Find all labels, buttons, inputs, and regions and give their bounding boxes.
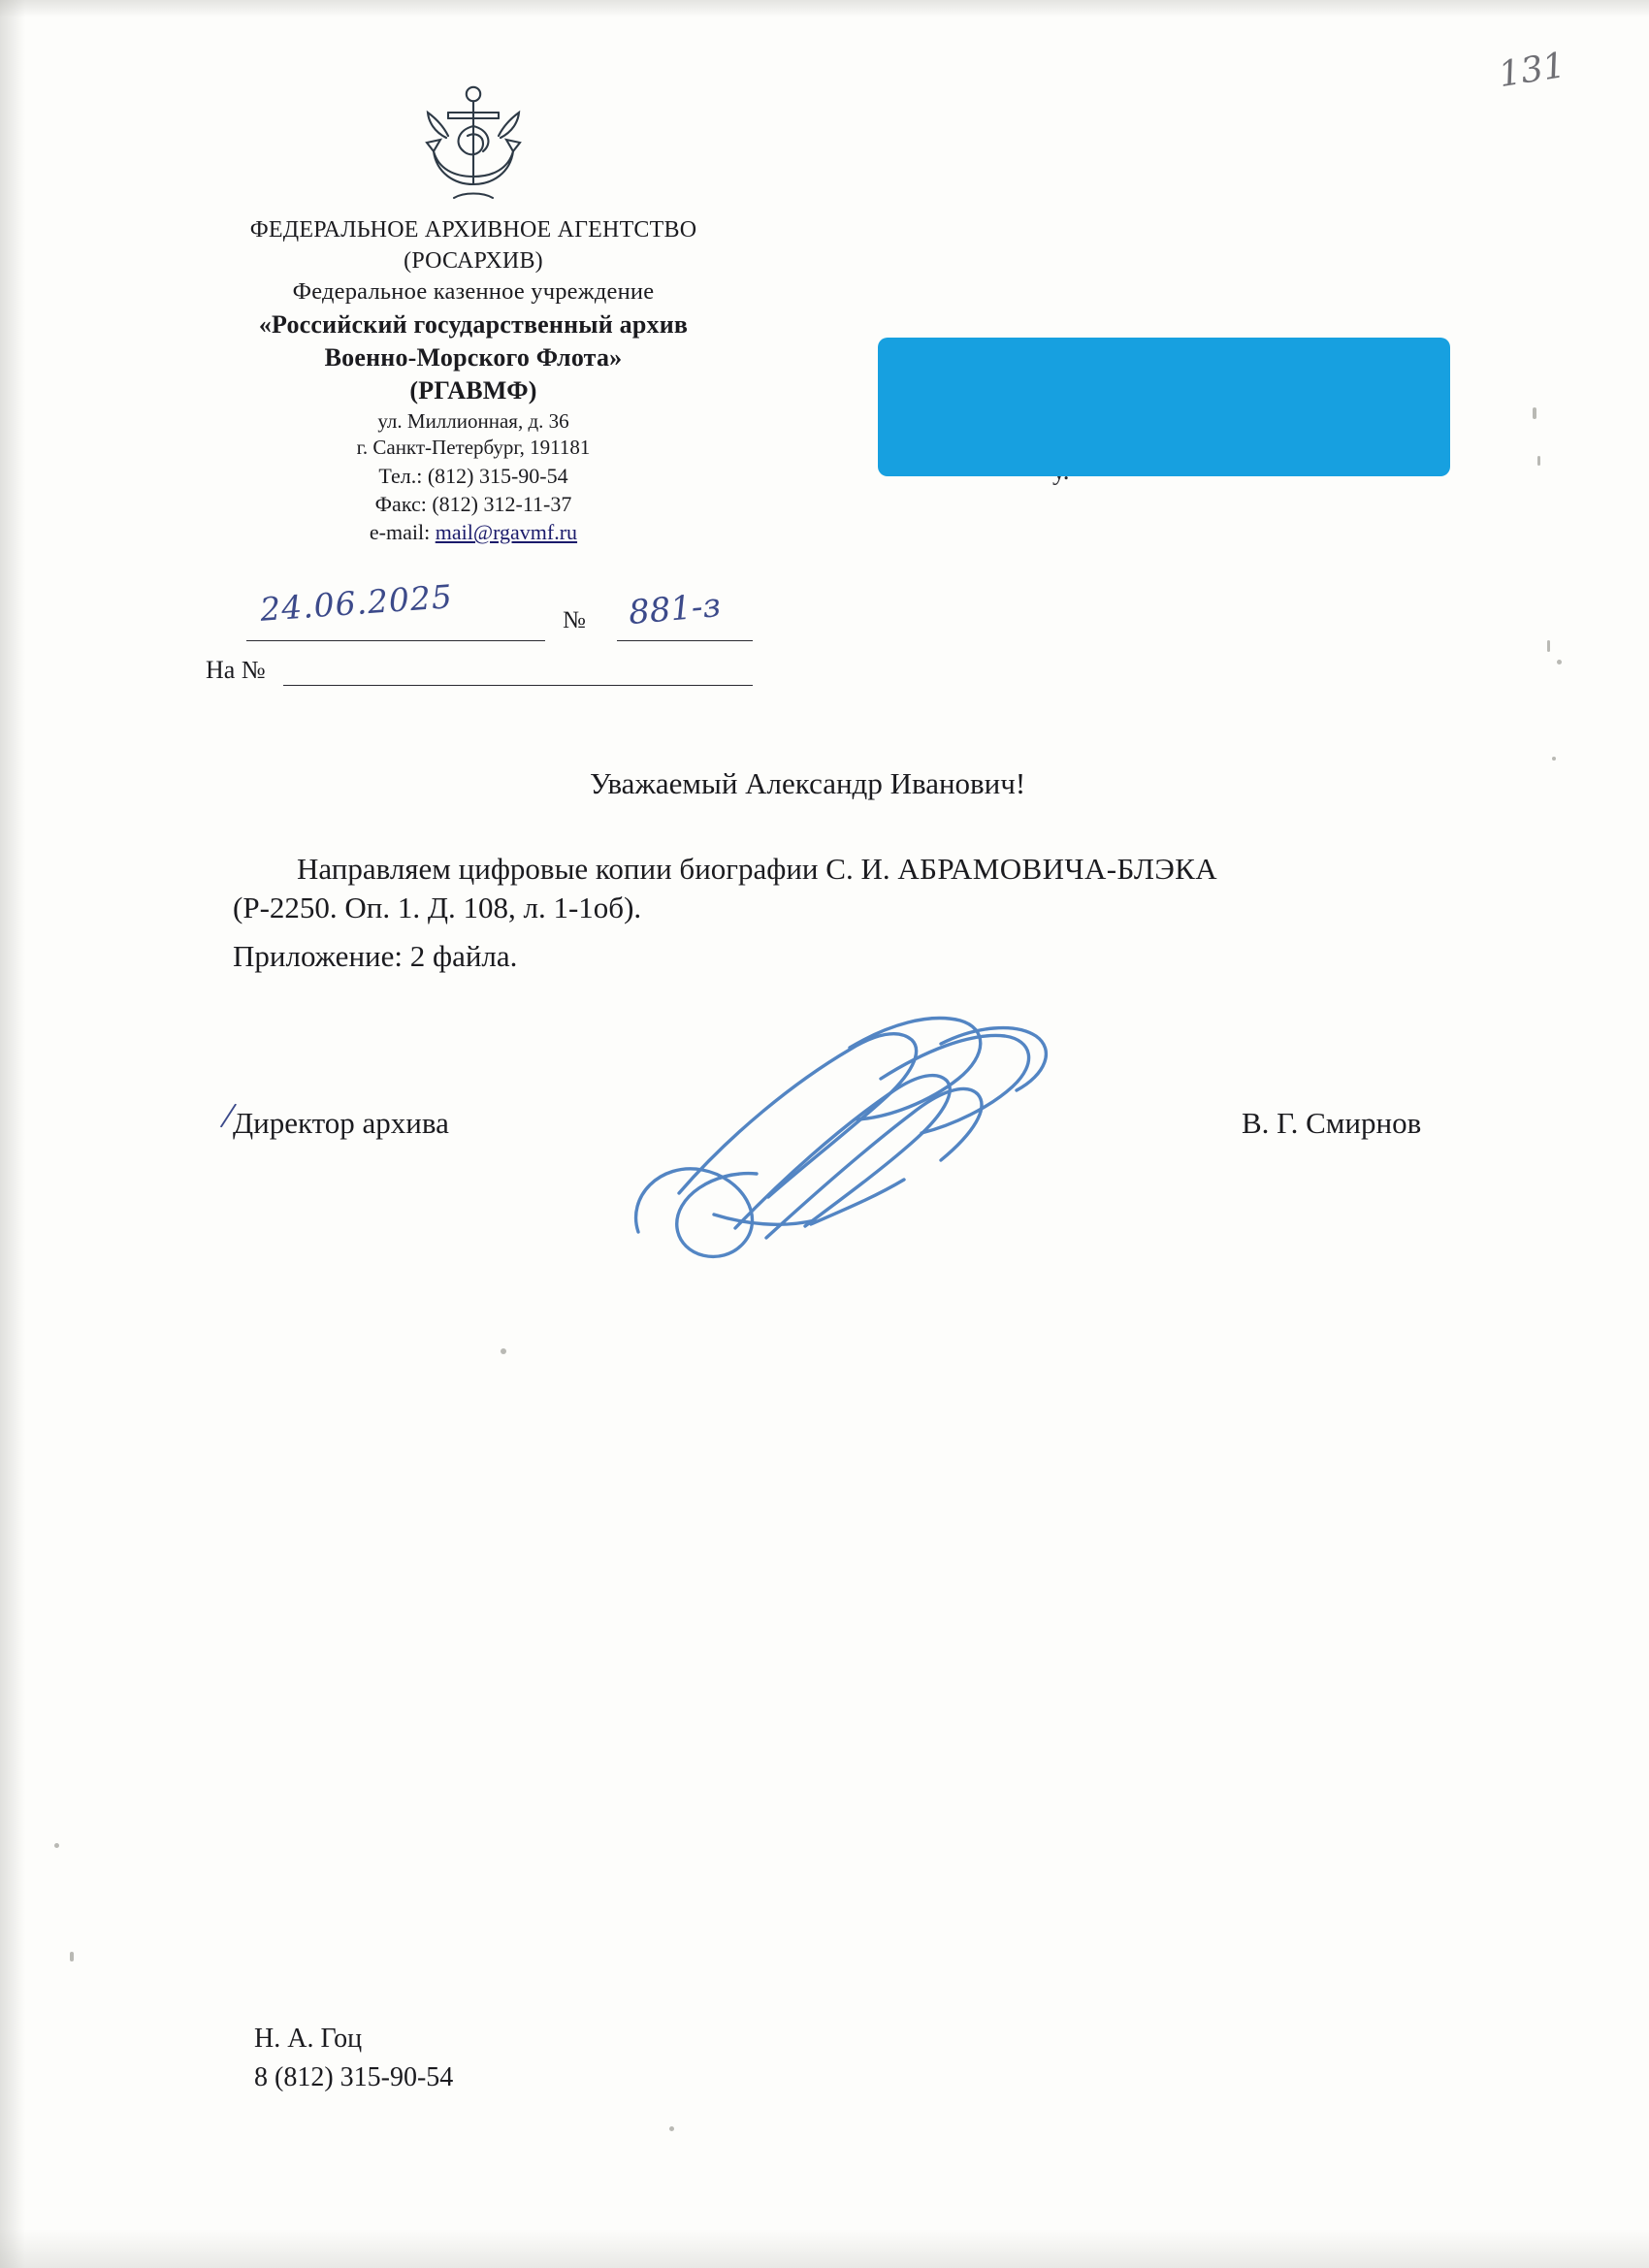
- body-paragraph-2: Приложение: 2 файла.: [233, 939, 518, 973]
- date-rule: [246, 640, 545, 641]
- email-row: [192, 518, 755, 546]
- scan-speck: [1537, 456, 1540, 466]
- scan-speck: [501, 1348, 506, 1354]
- executor-phone: 8 (812) 315-90-54: [254, 2061, 454, 2092]
- scan-speck: [70, 1952, 74, 1961]
- scan-shadow-left: [0, 0, 25, 2268]
- archive-reference: (Р-2250. Оп. 1. Д. 108, л. 1-1об).: [233, 890, 642, 924]
- scan-shadow-top: [0, 0, 1649, 17]
- number-rule: [617, 640, 753, 641]
- scan-speck: [1557, 660, 1562, 664]
- handwritten-signature: [621, 989, 1125, 1300]
- subject-person-name: АБРАМОВИЧА-БЛЭКА: [897, 852, 1218, 886]
- letterhead: [192, 83, 755, 546]
- scan-speck: [1547, 640, 1550, 652]
- scan-speck: [669, 2126, 674, 2131]
- scan-shadow-bottom: [0, 2229, 1649, 2268]
- institution-type: Федеральное казенное учреждение: [292, 278, 655, 306]
- phone-number: Тел.: (812) 315-90-54: [378, 464, 568, 489]
- scan-speck: [1552, 757, 1556, 761]
- agency-name-line1: ФЕДЕРАЛЬНОЕ АРХИВНОЕ АГЕНТСТВО: [249, 217, 697, 243]
- number-handwritten: 881-з: [627, 585, 723, 633]
- anchor-emblem: [415, 83, 532, 210]
- incoming-number-label: На №: [206, 656, 266, 684]
- number-label: №: [563, 607, 586, 633]
- pen-mark: /: [217, 1092, 240, 1138]
- body-paragraph-1: [233, 850, 1504, 926]
- executor-block: [254, 2020, 453, 2097]
- email-link[interactable]: mail@rgavmf.ru: [435, 520, 578, 545]
- redaction-box: [878, 338, 1450, 476]
- institution-abbreviation: (РГАВМФ): [409, 376, 537, 405]
- paragraph1-text: Направляем цифровые копии биографии С. И.: [297, 852, 898, 886]
- incoming-number-rule: [283, 685, 753, 686]
- institution-name-line2: Военно-Морского Флота»: [324, 342, 623, 372]
- folio-number: 131: [1496, 45, 1568, 96]
- address-street: ул. Миллионная, д. 36: [377, 408, 569, 433]
- institution-name-line1: «Российский государственный архив: [258, 309, 689, 339]
- fax-number: Факс: (812) 312-11-37: [374, 492, 572, 517]
- salutation: Уважаемый Александр Иванович!: [590, 766, 1026, 800]
- scan-speck: [1533, 407, 1536, 419]
- address-city: г. Санкт-Петербург, 191181: [356, 436, 591, 460]
- date-handwritten: 24.06.2025: [258, 577, 455, 629]
- executor-name: Н. А. Гоц: [254, 2024, 363, 2054]
- email-label: e-mail:: [369, 520, 431, 545]
- signer-name: В. Г. Смирнов: [1242, 1106, 1422, 1140]
- scan-speck: [54, 1843, 59, 1848]
- agency-name-line2: (РОСАРХИВ): [404, 247, 543, 274]
- signer-role: Директор архива: [233, 1106, 449, 1140]
